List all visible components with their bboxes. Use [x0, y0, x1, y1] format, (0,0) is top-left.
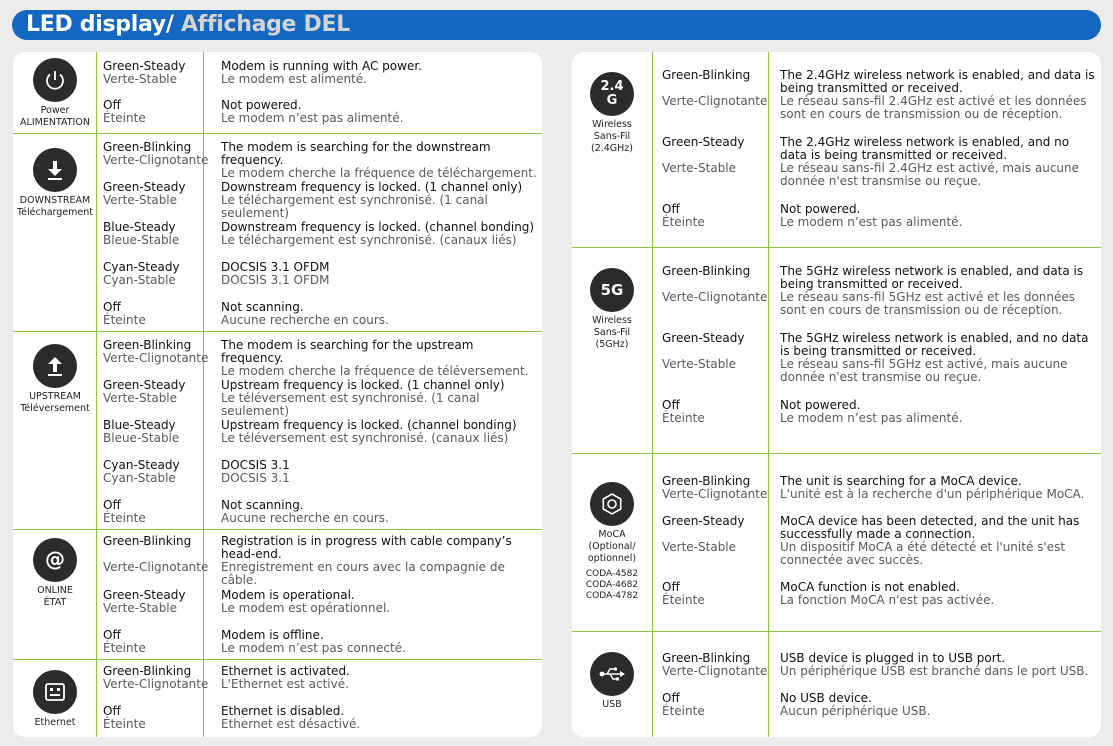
led-state	[103, 419, 213, 445]
state-french: Cyan-Stable	[103, 471, 176, 485]
led-description	[221, 589, 539, 615]
led-description	[221, 301, 539, 327]
ethernet-icon	[33, 670, 77, 714]
description-english: Upstream frequency is locked. (1 channel only)	[221, 378, 505, 392]
description-english: The 5GHz wireless network is enabled, and data is being transmitted or received.	[780, 264, 1084, 291]
led-group-wifi-24ghz	[572, 52, 1101, 247]
led-state	[103, 99, 213, 125]
description-french: Le réseau sans-fil 5GHz est activé et les données sont en cours de transmission ou de réception.	[780, 290, 1076, 317]
state-french: Verte-Clignotante	[662, 290, 768, 304]
state-english: Blue-Steady	[103, 220, 176, 234]
state-english: Green-Blinking	[103, 338, 192, 352]
svg-text:@: @	[45, 547, 65, 571]
led-state	[103, 301, 213, 327]
state-english: Green-Blinking	[103, 664, 192, 678]
description-french: Un dispositif MoCA a été détecté et l'unité s'est connectée avec succès.	[780, 540, 1066, 567]
led-state	[662, 515, 774, 554]
indicator-label-line: USB	[602, 699, 622, 710]
indicator-label-line: ÉTAT	[43, 597, 67, 608]
led-description	[221, 379, 539, 418]
description-english: The 5GHz wireless network is enabled, and no data is being transmitted or received.	[780, 331, 1089, 358]
state-english: Green-Blinking	[662, 651, 751, 665]
state-french: Verte-Stable	[662, 161, 737, 175]
description-english: Ethernet is disabled.	[221, 704, 345, 718]
state-english: Green-Blinking	[662, 264, 751, 278]
indicator-label-line: (2.4GHz)	[590, 143, 633, 154]
led-state	[103, 181, 213, 207]
led-group-moca	[572, 454, 1101, 631]
indicator-label-line: Ethernet	[34, 717, 76, 728]
led-group-usb	[572, 632, 1101, 737]
wifi-5ghz-icon: 5G	[590, 268, 634, 312]
description-english: Not powered.	[780, 398, 861, 412]
led-state	[103, 261, 213, 287]
usb-icon	[590, 652, 634, 696]
state-french: Éteinte	[662, 704, 705, 718]
state-french: Éteinte	[103, 717, 146, 731]
wifi-24ghz-icon: 2.4 G	[590, 72, 634, 116]
led-state	[103, 221, 213, 247]
led-indicator	[13, 58, 97, 129]
state-english: Off	[662, 580, 680, 594]
description-french: Aucun périphérique USB.	[780, 704, 931, 718]
led-description	[221, 535, 539, 587]
indicator-label-line: (5GHz)	[595, 339, 629, 350]
led-description	[221, 419, 539, 445]
description-french: Le réseau sans-fil 2.4GHz est activé et les données sont en cours de transmission ou de réception.	[780, 94, 1087, 121]
state-english: Green-Blinking	[662, 474, 751, 488]
state-english: Off	[103, 704, 121, 718]
state-french: Verte-Clignotante	[103, 153, 209, 167]
description-english: MoCA device has been detected, and the unit has successfully made a connection.	[780, 514, 1080, 541]
state-english: Cyan-Steady	[103, 260, 180, 274]
led-state	[103, 589, 213, 615]
description-french: L'unité est à la recherche d'un périphérique MoCA.	[780, 487, 1085, 501]
led-state	[662, 332, 774, 371]
description-english: DOCSIS 3.1 OFDM	[221, 260, 330, 274]
description-french: Le réseau sans-fil 5GHz est activé, mais aucune donnée n'est transmise ou reçue.	[780, 357, 1068, 384]
led-description	[221, 459, 539, 485]
led-state	[103, 535, 213, 574]
description-french: DOCSIS 3.1 OFDM	[221, 273, 330, 287]
led-description	[221, 99, 539, 125]
description-french: Ethernet est désactivé.	[221, 717, 361, 731]
led-indicator	[572, 268, 652, 351]
description-english: DOCSIS 3.1	[221, 458, 290, 472]
description-french: Enregistrement en cours avec la compagnie de câble.	[221, 560, 505, 587]
description-french: L'Ethernet est activé.	[221, 677, 349, 691]
led-indicator	[572, 652, 652, 711]
description-english: Downstream frequency is locked. (1 channel only)	[221, 180, 523, 194]
led-group-wifi-5ghz	[572, 248, 1101, 453]
led-state	[662, 265, 774, 304]
led-description	[780, 265, 1095, 317]
moca-icon	[590, 482, 634, 526]
led-indicator	[13, 148, 97, 219]
description-french: Un périphérique USB est branché dans le port USB.	[780, 664, 1089, 678]
indicator-label	[572, 699, 652, 711]
state-english: Green-Steady	[103, 588, 186, 602]
led-state	[662, 581, 774, 607]
state-english: Green-Blinking	[103, 534, 192, 548]
state-english: Blue-Steady	[103, 418, 176, 432]
indicator-label	[13, 717, 97, 729]
description-english: Downstream frequency is locked. (channel bonding)	[221, 220, 535, 234]
state-english: Off	[103, 98, 121, 112]
description-english: Modem is running with AC power.	[221, 59, 422, 73]
title-french: Affichage DEL	[180, 12, 350, 37]
title-english: LED display/	[26, 12, 174, 37]
indicator-label-line: Sans-Fil	[593, 131, 631, 142]
description-french: Le modem n’est pas alimenté.	[780, 411, 963, 425]
description-french: Le téléversement est synchronisé. (1 canal seulement)	[221, 391, 480, 418]
indicator-label-line: ALIMENTATION	[20, 117, 90, 128]
description-french: Le téléversement est synchronisé. (canaux liés)	[221, 431, 509, 445]
led-indicator	[13, 538, 97, 609]
state-french: Bleue-Stable	[103, 233, 180, 247]
description-english: No USB device.	[780, 691, 872, 705]
description-french: Le téléchargement est synchronisé. (canaux liés)	[221, 233, 517, 247]
led-state	[662, 136, 774, 175]
description-english: Not powered.	[221, 98, 302, 112]
led-description	[221, 181, 539, 220]
description-english: MoCA function is not enabled.	[780, 580, 960, 594]
led-state	[103, 379, 213, 405]
description-english: Not powered.	[780, 202, 861, 216]
led-description	[780, 203, 1095, 229]
led-description	[221, 339, 539, 378]
led-description	[221, 60, 539, 86]
description-french: Aucune recherche en cours.	[221, 511, 389, 525]
state-english: Off	[662, 398, 680, 412]
led-state	[662, 399, 774, 425]
led-state	[103, 141, 213, 167]
led-description	[221, 261, 539, 287]
description-french: Le modem est alimenté.	[221, 72, 367, 86]
state-french: Éteinte	[103, 511, 146, 525]
indicator-label	[13, 195, 97, 219]
led-state	[103, 60, 213, 86]
description-french: Le modem n’est pas alimenté.	[780, 215, 963, 229]
led-description	[221, 221, 539, 247]
led-description	[780, 475, 1095, 501]
led-description	[780, 692, 1095, 718]
description-french: Le modem cherche la fréquence de téléversement.	[221, 364, 529, 378]
state-french: Verte-Clignotante	[662, 94, 768, 108]
led-description	[221, 499, 539, 525]
state-french: Verte-Stable	[103, 601, 178, 615]
led-state	[103, 629, 213, 655]
led-indicator	[13, 344, 97, 415]
description-french: Le téléchargement est synchronisé. (1 canal seulement)	[221, 193, 488, 220]
state-french: Verte-Stable	[103, 72, 178, 86]
led-group-downstream	[13, 134, 542, 331]
description-english: The 2.4GHz wireless network is enabled, and data is being transmitted or received.	[780, 68, 1095, 95]
indicator-label-line: MoCA	[598, 529, 626, 540]
description-english: Upstream frequency is locked. (channel bonding)	[221, 418, 517, 432]
indicator-label-line: Téléversement	[20, 403, 90, 414]
state-french: Éteinte	[662, 215, 705, 229]
state-english: Green-Steady	[103, 378, 186, 392]
state-english: Green-Steady	[662, 135, 745, 149]
indicator-label-line: Wireless	[592, 119, 632, 130]
page-title	[26, 10, 350, 40]
state-english: Cyan-Steady	[103, 458, 180, 472]
indicator-label	[13, 585, 97, 609]
led-indicator	[13, 670, 97, 729]
indicator-label	[13, 105, 97, 129]
description-english: The unit is searching for a MoCA device.	[780, 474, 1022, 488]
led-state	[103, 499, 213, 525]
led-description	[221, 705, 539, 731]
description-french: Le modem cherche la fréquence de téléchargement.	[221, 166, 537, 180]
state-french: Éteinte	[103, 111, 146, 125]
state-english: Off	[662, 691, 680, 705]
indicator-label-line: Power	[40, 105, 70, 116]
header-banner	[12, 10, 1101, 40]
description-french: Aucune recherche en cours.	[221, 313, 389, 327]
state-french: Verte-Clignotante	[103, 560, 209, 574]
state-english: Off	[103, 628, 121, 642]
description-french: DOCSIS 3.1	[221, 471, 290, 485]
led-group-upstream	[13, 332, 542, 529]
state-french: Éteinte	[103, 313, 146, 327]
led-state	[103, 459, 213, 485]
indicator-label-line: Wireless	[592, 315, 632, 326]
led-description	[780, 652, 1095, 678]
online-icon	[33, 538, 77, 582]
led-state	[662, 652, 774, 678]
indicator-label-line: Téléchargement	[16, 207, 94, 218]
description-french: Le modem est opérationnel.	[221, 601, 391, 615]
indicator-label-line: DOWNSTREAM	[19, 195, 91, 206]
description-english: Not scanning.	[221, 498, 304, 512]
description-french: La fonction MoCA n'est pas activée.	[780, 593, 995, 607]
description-french: Le modem n’est pas connecté.	[221, 641, 406, 655]
state-english: Green-Steady	[103, 59, 186, 73]
state-english: Green-Blinking	[103, 140, 192, 154]
description-english: USB device is plugged in to USB port.	[780, 651, 1006, 665]
state-french: Bleue-Stable	[103, 431, 180, 445]
led-state	[662, 475, 774, 501]
led-state	[662, 692, 774, 718]
state-french: Verte-Clignotante	[103, 351, 209, 365]
led-indicator	[572, 482, 652, 602]
indicator-label	[572, 315, 652, 351]
upstream-icon	[33, 344, 77, 388]
indicator-label-line: (Optional/	[588, 541, 636, 552]
led-group-online	[13, 530, 542, 659]
led-description	[780, 136, 1095, 188]
description-english: The modem is searching for the downstream frequency.	[221, 140, 491, 167]
state-french: Verte-Stable	[662, 357, 737, 371]
led-state	[103, 705, 213, 731]
power-icon	[33, 58, 77, 102]
state-french: Verte-Stable	[103, 391, 178, 405]
downstream-icon	[33, 148, 77, 192]
model-list	[572, 569, 652, 602]
indicator-label	[572, 119, 652, 155]
indicator-label-line: Sans-Fil	[593, 327, 631, 338]
description-french: Le réseau sans-fil 2.4GHz est activé, mais aucune donnée n'est transmise ou reçue.	[780, 161, 1080, 188]
led-description	[221, 141, 539, 180]
state-english: Off	[103, 498, 121, 512]
led-description	[780, 581, 1095, 607]
led-state	[103, 339, 213, 365]
state-french: Verte-Clignotante	[662, 487, 768, 501]
state-english: Green-Blinking	[662, 68, 751, 82]
state-english: Green-Steady	[103, 180, 186, 194]
description-english: The modem is searching for the upstream frequency.	[221, 338, 474, 365]
led-state	[662, 203, 774, 229]
led-group-ethernet	[13, 660, 542, 737]
indicator-label-line: ONLINE	[37, 585, 73, 596]
state-french: Verte-Clignotante	[103, 677, 209, 691]
description-english: Not scanning.	[221, 300, 304, 314]
description-english: Ethernet is activated.	[221, 664, 350, 678]
led-state	[662, 69, 774, 108]
model-number: CODA-4682	[585, 580, 639, 590]
state-french: Verte-Stable	[662, 540, 737, 554]
state-english: Green-Steady	[662, 331, 745, 345]
indicator-label-line: optionnel)	[587, 553, 637, 564]
indicator-label	[572, 529, 652, 565]
description-english: Modem is offline.	[221, 628, 324, 642]
description-english: Registration is in progress with cable company’s head-end.	[221, 534, 512, 561]
led-indicator	[572, 72, 652, 155]
state-french: Éteinte	[103, 641, 146, 655]
state-english: Green-Steady	[662, 514, 745, 528]
state-french: Éteinte	[662, 411, 705, 425]
model-number: CODA-4782	[585, 591, 639, 601]
led-description	[780, 332, 1095, 384]
left-panel	[13, 52, 542, 737]
led-description	[780, 69, 1095, 121]
state-english: Off	[662, 202, 680, 216]
state-french: Verte-Clignotante	[662, 664, 768, 678]
indicator-label-line: UPSTREAM	[29, 391, 81, 402]
led-group-power	[13, 52, 542, 133]
led-state	[103, 665, 213, 691]
led-description	[221, 629, 539, 655]
state-french: Cyan-Stable	[103, 273, 176, 287]
state-french: Éteinte	[662, 593, 705, 607]
description-french: Le modem n’est pas alimenté.	[221, 111, 404, 125]
right-panel	[572, 52, 1101, 737]
led-description	[221, 665, 539, 691]
description-english: The 2.4GHz wireless network is enabled, and no data is being transmitted or received.	[780, 135, 1070, 162]
state-english: Off	[103, 300, 121, 314]
led-description	[780, 515, 1095, 567]
led-description	[780, 399, 1095, 425]
model-number: CODA-4582	[585, 569, 639, 579]
indicator-label	[13, 391, 97, 415]
state-french: Verte-Stable	[103, 193, 178, 207]
description-english: Modem is operational.	[221, 588, 355, 602]
